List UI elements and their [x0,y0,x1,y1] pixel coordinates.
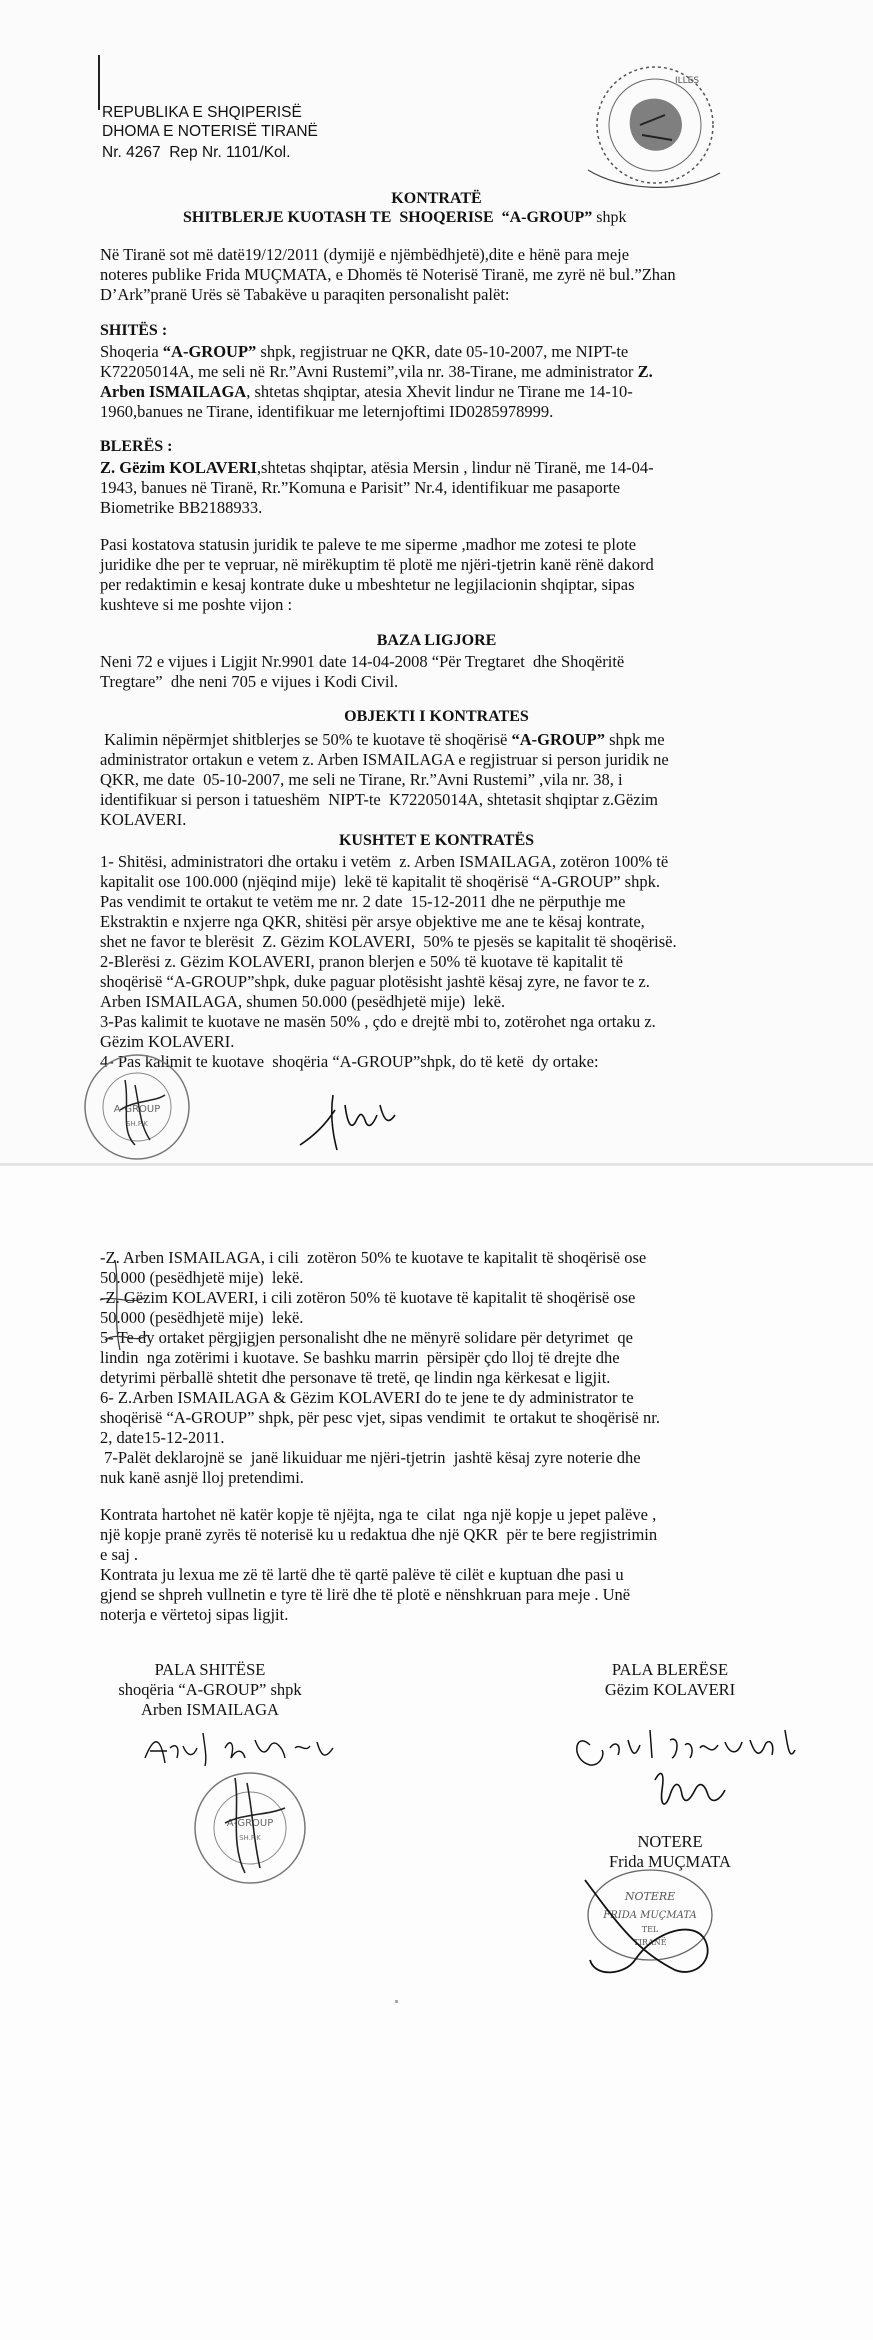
subtitle-main: SHITBLERJE KUOTASH TE SHOQERISE “A-GROUP” [183,209,593,226]
p2-line-9: shoqërisë “A-GROUP” shpk, për pesc vjet, sipas vendimit te ortakut te shoqërisë nr. [100,1408,660,1427]
contract-subtitle [183,209,627,227]
status-line-3: per redaktimin e kesaj kontrate duke u mbeshtetur ne legjilacionin shqiptar, sipas [100,575,635,594]
closing-line-2: gjend se shpreh vullnetin e tyre të lirë dhe të plotë e nënshkruan para meje . Unë [100,1585,631,1604]
object-line-4: identifikuar si person i tatueshëm NIPT-te K72205014A, shtetasit shqiptar z.Gëzim [100,790,658,809]
intro-line-1: Në Tiranë sot më datë19/12/2011 (dymijë e njëmbëdhjetë),dite e hënë para meje [100,245,630,264]
seller-heading: SHITËS : [100,322,168,339]
intro-line-2: noteres publike Frida MUÇMATA, e Dhomës të Noterisë Tiranë, me zyrë në bul.”Zhan [100,265,676,284]
terms-line-9: 3-Pas kalimit te kuotave ne masën 50% , çdo e drejtë mbi to, zotërohet nga ortaku z. [100,1012,656,1031]
p2-line-7: detyrimi përballë shtetit dhe personave të tretë, qe lindin nga kërkesat e ligjit. [100,1368,611,1387]
p2-line-4: 50.000 (pesëdhjetë mije) lekë. [100,1308,304,1327]
copies-line-2: një kopje pranë zyrës të noterisë ku u redaktua dhe një QKR për te bere regjistrimin [100,1525,658,1544]
object-line-5: KOLAVERI. [100,810,187,829]
margin-scribble [85,1250,165,1390]
svg-text:ILLES: ILLES [675,76,700,86]
buyer-heading: BLERËS : [100,438,173,455]
object-heading: OBJEKTI I KONTRATES [344,708,529,725]
copies-line-1: Kontrata hartohet në katër kopje të njëjta, nga te cilat nga një kopje u jepet palëve , [100,1505,657,1524]
seller-block-name: Arben ISMAILAGA [141,1700,279,1719]
closing-line-3: noterja e vërtetoj sipas ligjit. [100,1605,289,1624]
terms-line-1: 1- Shitësi, administratori dhe ortaku i vetëm z. Arben ISMAILAGA, zotëron 100% të [100,852,669,871]
buyer-block-label: PALA BLERËSE [611,1660,729,1679]
seller-block-company: shoqëria “A-GROUP” shpk [118,1680,302,1699]
legal-heading: BAZA LIGJORE [376,632,497,649]
terms-line-11: 4- Pas kalimit te kuotave shoqëria “A-GROUP”shpk, do të ketë dy ortake: [100,1052,599,1071]
seller-line-1: Shoqeria “A-GROUP” shpk, regjistruar ne QKR, date 05-10-2007, me NIPT-te [100,342,629,361]
terms-line-3: Pas vendimit te ortakut te vetëm me nr. 2 date 15-12-2011 dhe ne përputhje me [100,892,626,911]
closing-line-1: Kontrata ju lexua me zë të lartë dhe të qartë palëve të cilët e kuptuan dhe pasi u [100,1565,624,1584]
header-line-2: DHOMA E NOTERISË TIRANË [102,123,318,140]
bold-emphasis: Z. Gëzim KOLAVERI [100,458,257,477]
terms-line-5: shet ne favor te blerësit Z. Gëzim KOLAVERI, 50% te pjesës se kapitalit të shoqërisë. [100,932,677,951]
terms-line-4: Ekstraktin e nxjerre nga QKR, shitësi për arsye objektive me ane te kësaj kontrate, [100,912,645,931]
terms-line-2: kapitalit ose 100.000 (njëqind mije) lekë të kapitalit të shoqërisë “A-GROUP” shpk. [100,872,660,891]
seller-line-2: K72205014A, me seli në Rr.”Avni Rustemi”,vila nr. 38-Tirane, me administrator Z. [100,362,653,381]
subtitle-shpk: shpk [592,209,627,226]
seller-handwritten-signature [135,1718,385,1898]
p2-line-1: -Z. Arben ISMAILAGA, i cili zotëron 50% te kuotave te kapitalit të shoqërisë ose [100,1248,647,1267]
buyer-line-3: Biometrike BB2188933. [100,498,263,517]
notary-block-name: Frida MUÇMATA [609,1852,731,1871]
legal-line-2: Tregtare” dhe neni 705 e vijues i Kodi Civil. [100,672,399,691]
bold-emphasis: Arben ISMAILAGA [100,382,247,401]
p2-line-5: 5- Te dy ortaket përgjigjen personalisht dhe ne mënyrë solidare për detyrimet qe [100,1328,633,1347]
buyer-block-name: Gëzim KOLAVERI [604,1680,736,1699]
buyer-line-1: Z. Gëzim KOLAVERI,shtetas shqiptar, atësia Mersin , lindur në Tiranë, me 14-04- [100,458,654,477]
status-line-4: kushteve si me poshte vijon : [100,595,293,614]
notary-stamp-top [580,55,730,200]
header-line-3: Nr. 4267 Rep Nr. 1101/Kol. [102,144,291,161]
p2-line-11: 7-Palët deklarojnë se janë likuiduar me njëri-tjetrin jashtë kësaj zyre noterie dhe [100,1448,641,1467]
object-line-3: QKR, me date 05-10-2007, me seli ne Tirane, Rr.”Avni Rustemi” ,vila nr. 38, i [100,770,623,789]
svg-text:A-GROUP: A-GROUP [113,1104,161,1115]
p2-line-8: 6- Z.Arben ISMAILAGA & Gëzim KOLAVERI do te jene te dy administrator te [100,1388,634,1407]
svg-text:FRIDA MUÇMATA: FRIDA MUÇMATA [603,1910,697,1921]
p2-line-10: 2, date15-12-2011. [100,1428,225,1447]
svg-text:SH.P.K: SH.P.K [239,1834,261,1842]
terms-line-10: Gëzim KOLAVERI. [100,1032,235,1051]
object-line-1: Kalimin nëpërmjet shitblerjes se 50% te kuotave të shoqërisë “A-GROUP” shpk me [100,730,665,749]
p2-line-6: lindin nga zotërimi i kuotave. Se bashku marrin përsipër çdo lloj të drejte dhe [100,1348,620,1367]
page-mark [395,2000,398,2003]
buyer-handwritten-signature [560,1700,860,1830]
seller-line-4: 1960,banues ne Tirane, identifikuar me leternjoftimi ID0285978999. [100,402,554,421]
object-line-2: administrator ortakun e vetem z. Arben ISMAILAGA e regjistruar si person juridik ne [100,750,669,769]
notary-seal-bottom [555,1860,735,1990]
status-line-1: Pasi kostatova statusin juridik te paleve te me siperme ,madhor me zotesi te plote [100,535,637,554]
bold-emphasis: Z. [637,362,653,381]
svg-text:SH.P.K: SH.P.K [126,1120,148,1128]
p2-line-2: 50.000 (pesëdhjetë mije) lekë. [100,1268,304,1287]
terms-line-8: Arben ISMAILAGA, shumen 50.000 (pesëdhjetë mije) lekë. [100,992,506,1011]
notary-block-label: NOTERE [637,1832,703,1851]
seller-signature-page1 [295,1075,405,1155]
buyer-line-2: 1943, banues në Tiranë, Rr.”Komuna e Parisit” Nr.4, identifikuar me pasaporte [100,478,621,497]
margin-mark [98,55,100,110]
svg-text:TIRANË: TIRANË [633,1938,667,1947]
status-line-2: juridike dhe per te vepruar, në mirëkuptim të plotë me njëri-tjetrin kanë rënë dakord [100,555,654,574]
terms-line-6: 2-Blerësi z. Gëzim KOLAVERI, pranon blerjen e 50% të kuotave të kapitalit të [100,952,623,971]
terms-heading: KUSHTET E KONTRATËS [338,832,535,849]
seller-line-3: Arben ISMAILAGA, shtetas shqiptar, atesia Xhevit lindur ne Tirane me 14-10- [100,382,633,401]
legal-line-1: Neni 72 e vijues i Ligjit Nr.9901 date 14-04-2008 “Për Tregtaret dhe Shoqëritë [100,652,625,671]
terms-line-7: shoqërisë “A-GROUP”shpk, duke paguar plotësisht jashtë kësaj zyre, ne favor te z. [100,972,650,991]
copies-line-3: e saj . [100,1545,139,1564]
intro-line-3: D’Ark”pranë Urës së Tabakëve u paraqiten personalisht palët: [100,285,510,304]
company-seal-page1 [80,1050,195,1165]
bold-emphasis: “A-GROUP” [162,342,257,361]
header-line-1: REPUBLIKA E SHQIPERISË [102,104,302,121]
svg-text:A-GROUP: A-GROUP [226,1818,274,1829]
p2-line-3: -Z. Gëzim KOLAVERI, i cili zotëron 50% të kuotave të kapitalit të shoqërisë ose [100,1288,636,1307]
bold-emphasis: “A-GROUP” [511,730,605,749]
svg-text:NOTERE: NOTERE [624,1890,676,1903]
seller-block-label: PALA SHITËSE [154,1660,266,1679]
svg-text:TEL: TEL [641,1925,659,1934]
contract-title: KONTRATË [391,190,482,207]
p2-line-12: nuk kanë asnjë lloj pretendimi. [100,1468,304,1487]
